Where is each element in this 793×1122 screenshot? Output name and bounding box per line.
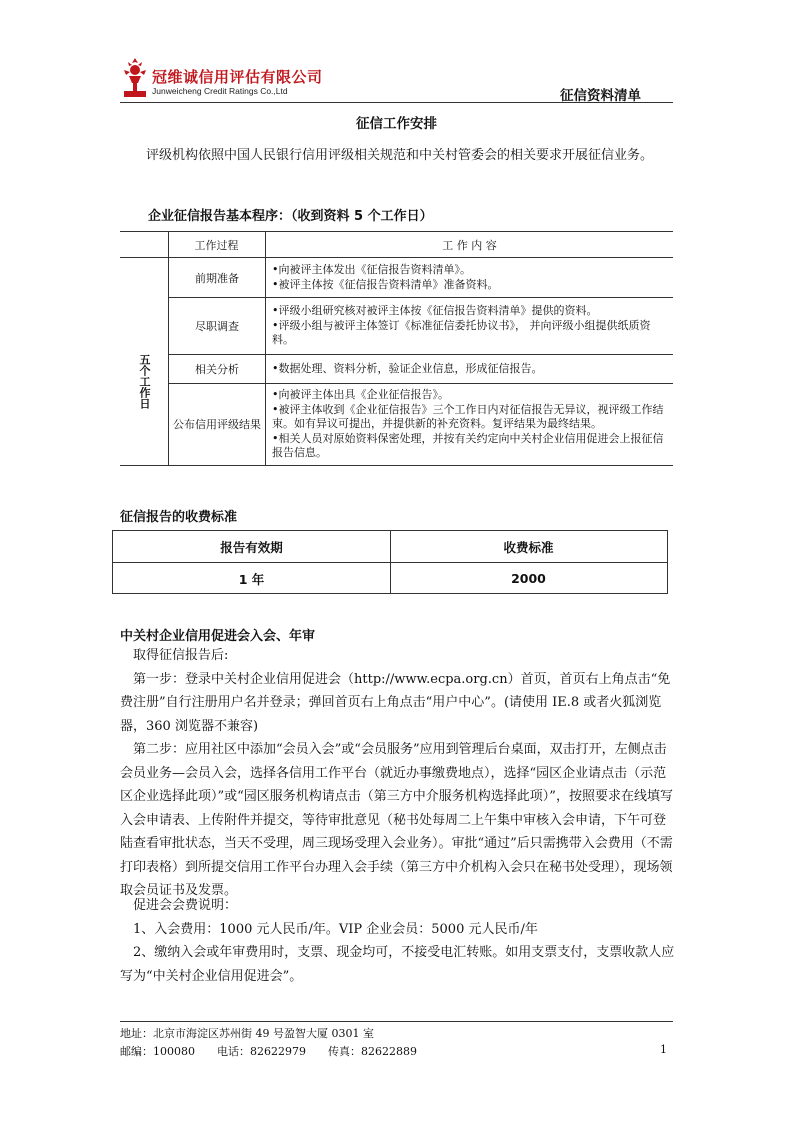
list-item: •被评主体按《征信报告资料清单》准备资料。 <box>272 277 499 291</box>
membership-heading: 中关村企业信用促进会入会、年审 <box>120 629 316 644</box>
fee-heading: 征信报告的收费标准 <box>120 510 238 525</box>
five-workdays-text: 五个工作日 <box>138 354 151 409</box>
procedure-heading: 企业征信报告基本程序：（收到资料 5 个工作日） <box>148 209 433 224</box>
table-row-content <box>266 298 673 354</box>
fee-table <box>112 530 668 594</box>
table-row-stage: 尽职调查 <box>195 320 239 333</box>
fee-validity-value: 1 年 <box>238 571 265 587</box>
step-one-paragraph: 第一步：登录中关村企业信用促进会（http://www.ecpa.org.cn）首页，首页右上角点击“免费注册”自行注册用户名并登录；弹回首页右上角点击“用户中心”。(请使用 IE.8 或者火狐浏览器，360 浏览器不兼容) <box>120 671 671 734</box>
col-header-process: 工作过程 <box>194 238 239 252</box>
membership-intro: 取得征信报告后: <box>133 648 229 663</box>
col-header-content: 工 作 内 容 <box>442 238 497 252</box>
fee-amount-value: 2000 <box>511 571 546 586</box>
five-workdays-label <box>120 298 168 465</box>
list-item: •数据处理、资料分析，验证企业信息，形成征信报告。 <box>272 361 543 375</box>
page-number: 1 <box>660 1043 667 1056</box>
table-row-content <box>266 384 673 465</box>
procedure-table <box>120 231 673 466</box>
list-item: •评级小组研究核对被评主体按《征信报告资料清单》提供的资料。 <box>272 304 598 318</box>
company-name-en: Junweicheng Credit Ratings Co.,Ltd <box>152 86 288 96</box>
fee-notes-title: 促进会会费说明： <box>133 898 238 913</box>
header-divider <box>120 102 673 103</box>
footer-contact: 邮编：100080 电话：82622979 传真：82622889 <box>120 1045 417 1058</box>
fee-col-validity: 报告有效期 <box>220 539 283 555</box>
table-row-content <box>266 258 673 297</box>
table-row-stage: 前期准备 <box>195 271 239 285</box>
fee-note-1: 1、入会费用：1000 元人民币/年。VIP 企业会员：5000 元人民币/年 <box>133 921 538 937</box>
fee-col-amount: 收费标准 <box>503 539 554 555</box>
list-item: •相关人员对原始资料保密处理，并按有关约定向中关村企业信用促进会上报征信报告信息。 <box>272 431 664 460</box>
table-row-content <box>266 355 673 383</box>
list-item: •向被评主体发出《征信报告资料清单》。 <box>272 263 471 276</box>
list-item: •评级小组与被评主体签订《标准征信委托协议书》， 并向评级小组提供纸质资料。 <box>272 318 651 347</box>
list-item: •被评主体收到《企业征信报告》三个工作日内对征信报告无异议，视评级工作结束。如有异议可提出，并提供新的补充资料。复评结果为最终结果。 <box>272 402 664 431</box>
fee-notes <box>120 894 675 988</box>
page-title: 征信工作安排 <box>356 116 437 132</box>
footer-address: 地址：北京市海淀区苏州街 49 号盈智大厦 0301 室 <box>120 1027 374 1040</box>
table-row-stage: 相关分析 <box>195 363 239 376</box>
list-item: •向被评主体出具《企业征信报告》。 <box>272 388 449 402</box>
company-logo-icon <box>120 56 150 98</box>
footer-divider <box>120 1021 673 1022</box>
fee-note-2: 2、缴纳入会或年审费用时，支票、现金均可，不接受电汇转账。如用支票支付，支票收款人应写为“中关村企业信用促进会”。 <box>120 945 675 984</box>
document-label: 征信资料清单 <box>560 88 641 104</box>
table-row-stage: 公布信用评级结果 <box>173 417 261 431</box>
intro-paragraph: 评级机构依照中国人民银行信用评级相关规范和中关村管委会的相关要求开展征信业务。 <box>146 148 654 163</box>
membership-body <box>120 644 675 903</box>
company-name-cn: 冠维诚信用评估有限公司 <box>152 68 323 86</box>
step-two-paragraph: 第二步：应用社区中添加“会员入会”或“会员服务”应用到管理后台桌面，双击打开，左侧点击会员业务—会员入会，选择各信用工作平台（就近办事缴费地点），选择“园区企业请点击（示范区企业选择此项）”或“园区服务机构请点击（第三方中介服务机构选择此项）”，按照要求在线填写入会申请表、上传附件并提交，等待审批意见（秘书处每周二上午集中审核入会申请，下午可登陆查看审批状态，当天不受理，周三现场受理入会业务）。审批“通过”后只需携带入会费用（不需打印表格）到所提交信用工作平台办理入会手续（第三方中介机构入会只在秘书处受理），现场领取会员证书及发票。 <box>120 742 673 898</box>
